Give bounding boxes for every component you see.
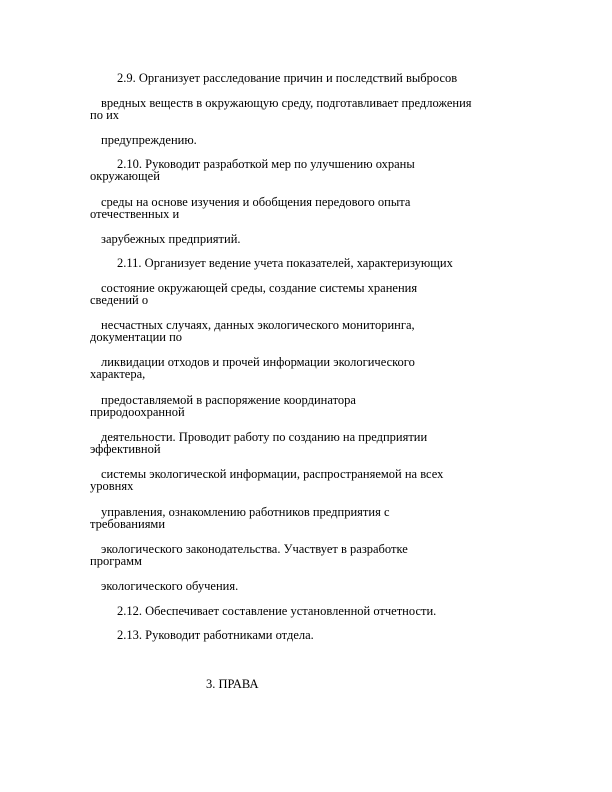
text-line: документации по (90, 330, 183, 344)
text-line: ликвидации отходов и прочей информации экологического (101, 355, 415, 369)
text-line: характера, (90, 367, 146, 381)
text-line: требованиями (90, 517, 166, 531)
text-line: 2.11. Организует ведение учета показателей, характеризующих (117, 256, 453, 270)
text-line: эффективной (90, 442, 161, 456)
text-line: зарубежных предприятий. (101, 232, 241, 246)
text-line: предупреждению. (101, 133, 197, 147)
text-line: уровнях (90, 479, 134, 493)
text-line: 2.10. Руководит разработкой мер по улучшению охраны (117, 157, 415, 171)
text-line: экологического законодательства. Участвует в разработке (101, 542, 408, 556)
text-line: окружающей (90, 169, 160, 183)
text-line: 2.9. Организует расследование причин и последствий выбросов (117, 71, 458, 85)
text-line: природоохранной (90, 405, 185, 419)
section-heading: 3. ПРАВА (206, 677, 259, 691)
text-line: по их (90, 108, 120, 122)
text-line: системы экологической информации, распространяемой на всех (101, 467, 444, 481)
text-line: вредных веществ в окружающую среду, подготавливает предложения (101, 96, 472, 110)
text-line: среды на основе изучения и обобщения передового опыта (101, 195, 411, 209)
text-line: 2.13. Руководит работниками отдела. (117, 628, 314, 642)
text-line: отечественных и (90, 207, 180, 221)
text-line: 2.12. Обеспечивает составление установленной отчетности. (117, 604, 437, 618)
text-line: несчастных случаях, данных экологического мониторинга, (101, 318, 415, 332)
text-line: экологического обучения. (101, 579, 239, 593)
text-line: состояние окружающей среды, создание системы хранения (101, 281, 418, 295)
text-line: деятельности. Проводит работу по созданию на предприятии (101, 430, 428, 444)
text-line: предоставляемой в распоряжение координатора (101, 393, 356, 407)
text-line: управления, ознакомлению работников предприятия с (101, 505, 390, 519)
text-line: программ (90, 554, 142, 568)
text-line: сведений о (90, 293, 149, 307)
